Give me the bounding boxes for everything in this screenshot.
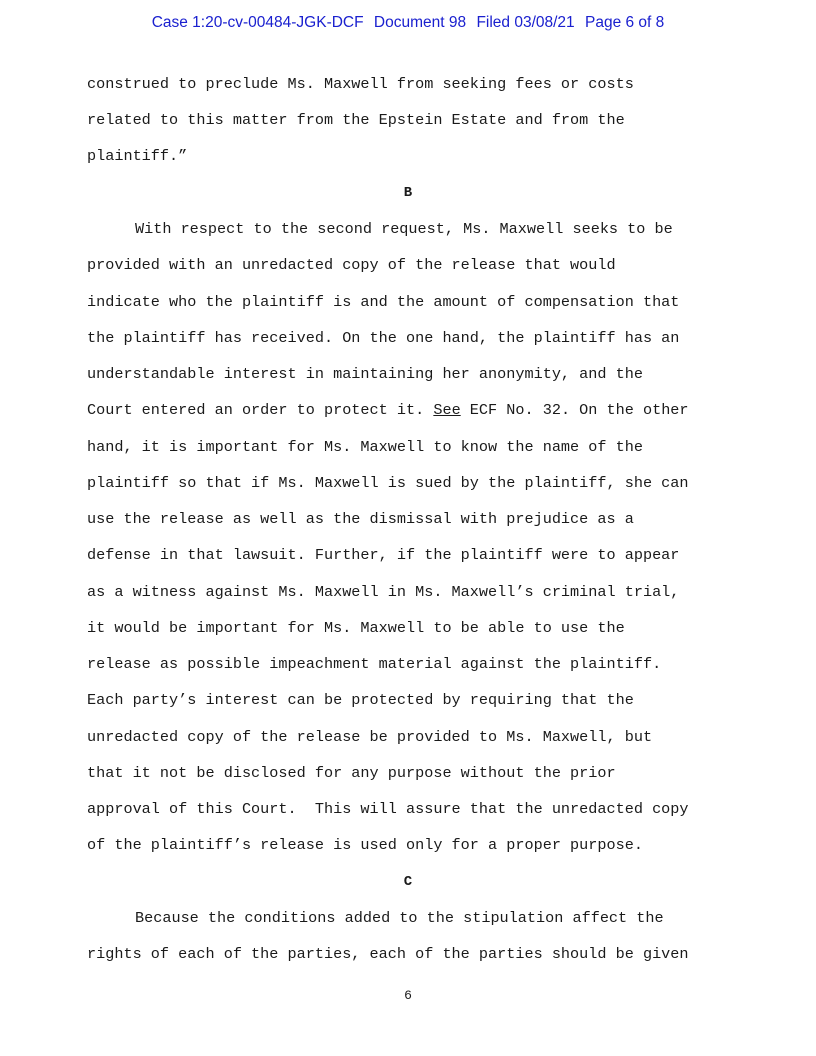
body-line: Each party’s interest can be protected by requiring that the bbox=[87, 691, 634, 709]
body-line: the plaintiff has received. On the one hand, the plaintiff has an bbox=[87, 329, 680, 347]
body-line: that it not be disclosed for any purpose without the prior bbox=[87, 764, 616, 782]
body-line: of the plaintiff’s release is used only for a proper purpose. bbox=[87, 836, 643, 854]
body-line: defense in that lawsuit. Further, if the plaintiff were to appear bbox=[87, 546, 680, 564]
body-line: as a witness against Ms. Maxwell in Ms. Maxwell’s criminal trial, bbox=[87, 583, 680, 601]
body-line: approval of this Court. This will assure that the unredacted copy bbox=[87, 800, 689, 818]
body-line-with-citation bbox=[87, 400, 689, 420]
body-line: provided with an unredacted copy of the release that would bbox=[87, 256, 616, 274]
body-line: rights of each of the parties, each of the parties should be given bbox=[87, 945, 689, 963]
body-line: related to this matter from the Epstein Estate and from the bbox=[87, 111, 625, 129]
body-line: understandable interest in maintaining her anonymity, and the bbox=[87, 365, 643, 383]
section-heading-c: C bbox=[403, 874, 413, 890]
body-text: Court entered an order to protect it. bbox=[87, 401, 434, 419]
body-line: With respect to the second request, Ms. Maxwell seeks to be bbox=[135, 220, 673, 238]
document-number: Document 98 bbox=[373, 14, 467, 31]
body-line: plaintiff so that if Ms. Maxwell is sued by the plaintiff, she can bbox=[87, 474, 689, 492]
ecf-header bbox=[0, 14, 816, 32]
body-line: use the release as well as the dismissal with prejudice as a bbox=[87, 510, 634, 528]
see-signal: See bbox=[433, 401, 461, 419]
page-number: 6 bbox=[404, 988, 412, 1003]
filed-date: Filed 03/08/21 bbox=[476, 14, 575, 31]
body-line: Because the conditions added to the stipulation affect the bbox=[135, 909, 664, 927]
page-count: Page 6 of 8 bbox=[585, 14, 665, 31]
citation-text: ECF No. 32. On the other bbox=[460, 401, 689, 419]
case-number: Case 1:20-cv-00484-JGK-DCF bbox=[151, 14, 364, 31]
body-line: hand, it is important for Ms. Maxwell to know the name of the bbox=[87, 438, 643, 456]
body-line: release as possible impeachment material against the plaintiff. bbox=[87, 655, 662, 673]
body-line: unredacted copy of the release be provided to Ms. Maxwell, but bbox=[87, 728, 653, 746]
body-line: indicate who the plaintiff is and the amount of compensation that bbox=[87, 293, 680, 311]
body-line: plaintiff.” bbox=[87, 147, 188, 165]
body-line: construed to preclude Ms. Maxwell from seeking fees or costs bbox=[87, 75, 634, 93]
body-line: it would be important for Ms. Maxwell to be able to use the bbox=[87, 619, 625, 637]
section-heading-b: B bbox=[403, 185, 413, 201]
